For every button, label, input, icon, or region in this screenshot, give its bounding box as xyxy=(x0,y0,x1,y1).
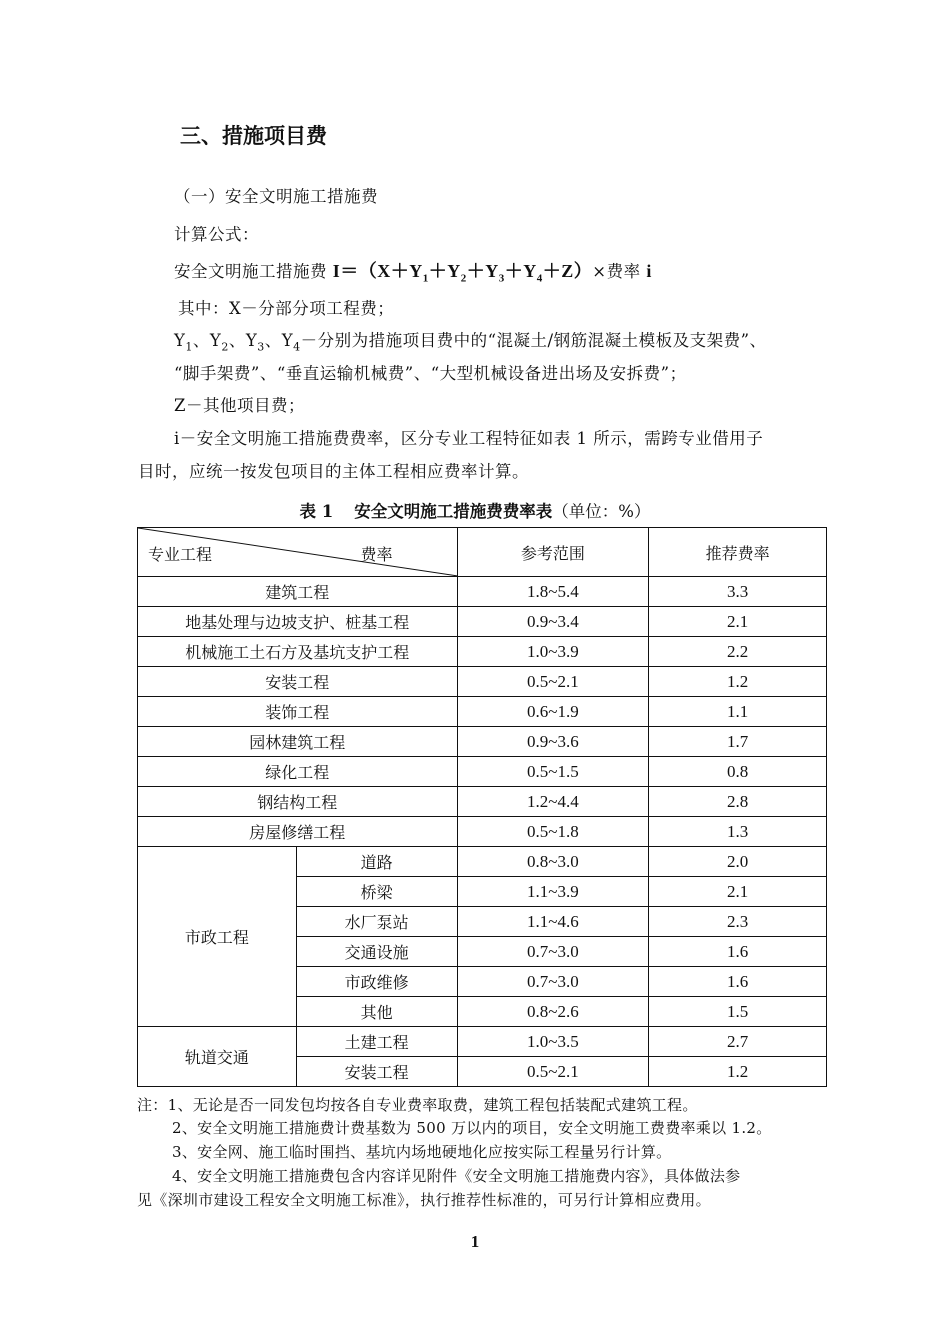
sub-row-name: 交通设施 xyxy=(296,937,457,967)
row-rec: 3.3 xyxy=(649,577,827,607)
row-rec: 2.3 xyxy=(649,907,827,937)
table-row xyxy=(138,847,827,877)
group-name-municipal: 市政工程 xyxy=(138,847,297,1027)
subsection-title: （一）安全文明施工措施费 xyxy=(174,187,378,206)
formula-sub: 4 xyxy=(536,272,543,285)
row-rec: 1.2 xyxy=(649,667,827,697)
formula-expr: ＋Z） xyxy=(542,261,593,281)
row-name: 地基处理与边坡支护、桩基工程 xyxy=(138,607,458,637)
rate-table xyxy=(137,527,827,1087)
table-row xyxy=(138,637,827,667)
row-name: 装饰工程 xyxy=(138,697,458,727)
def-y-sub: 1 xyxy=(185,340,193,354)
section-title: 三、措施项目费 xyxy=(180,124,327,148)
def-y-var: 、Y xyxy=(228,331,258,350)
def-y-sub: 4 xyxy=(293,340,301,354)
row-range: 0.7~3.0 xyxy=(457,967,649,997)
row-rec: 2.8 xyxy=(649,787,827,817)
definition-i-line2: 目时，应统一按发包项目的主体工程相应费率计算。 xyxy=(138,462,529,481)
row-range: 0.9~3.6 xyxy=(457,727,649,757)
row-name: 房屋修缮工程 xyxy=(138,817,458,847)
group-name-rail: 轨道交通 xyxy=(138,1027,297,1087)
sub-row-name: 市政维修 xyxy=(296,967,457,997)
definition-y-line1 xyxy=(174,327,767,353)
header-left-label: 专业工程 xyxy=(148,545,213,564)
formula-expr: I＝（X＋Y xyxy=(332,261,423,281)
definition-x: 其中：X－分部分项工程费； xyxy=(178,299,395,318)
row-name: 安装工程 xyxy=(138,667,458,697)
row-range: 0.5~1.8 xyxy=(457,817,649,847)
def-y-sub: 3 xyxy=(257,340,265,354)
def-y-text: －分别为措施项目费中的“混凝土/钢筋混凝土模板及支架费”、 xyxy=(300,331,767,350)
row-range: 0.9~3.4 xyxy=(457,607,649,637)
row-name: 园林建筑工程 xyxy=(138,727,458,757)
row-range: 1.1~3.9 xyxy=(457,877,649,907)
header-diagonal-cell xyxy=(138,528,458,577)
sub-row-name: 桥梁 xyxy=(296,877,457,907)
definition-y-line2: “脚手架费”、“垂直运输机械费”、“大型机械设备进出场及安拆费”； xyxy=(174,364,687,383)
row-range: 0.6~1.9 xyxy=(457,697,649,727)
row-range: 1.8~5.4 xyxy=(457,577,649,607)
def-y-var: Y xyxy=(174,331,186,350)
row-range: 1.1~4.6 xyxy=(457,907,649,937)
table-row xyxy=(138,1027,827,1057)
table-row xyxy=(138,817,827,847)
sub-row-name: 土建工程 xyxy=(296,1027,457,1057)
row-range: 0.5~2.1 xyxy=(457,667,649,697)
row-range: 0.5~2.1 xyxy=(457,1057,649,1087)
note-2: 2、安全文明施工措施费计费基数为 500 万以内的项目，安全文明施工费费率乘以 1.2。 xyxy=(172,1119,772,1137)
row-rec: 1.6 xyxy=(649,937,827,967)
row-rec: 0.8 xyxy=(649,757,827,787)
header-right-label: 费率 xyxy=(360,545,393,564)
table-row xyxy=(138,697,827,727)
definition-z: Z－其他项目费； xyxy=(174,396,305,415)
note-3: 3、安全网、施工临时围挡、基坑内场地硬地化应按实际工程量另行计算。 xyxy=(172,1143,672,1161)
formula-expr: ＋Y xyxy=(428,261,461,281)
row-rec: 2.1 xyxy=(649,607,827,637)
row-rec: 1.2 xyxy=(649,1057,827,1087)
def-y-var: 、Y xyxy=(264,331,294,350)
formula-prefix: 安全文明施工措施费 xyxy=(174,262,327,281)
table-caption xyxy=(0,498,950,522)
note-4-line2: 见《深圳市建设工程安全文明施工标准》，执行推荐性标准的，可另行计算相应费用。 xyxy=(137,1191,711,1209)
sub-row-name: 其他 xyxy=(296,997,457,1027)
table-row xyxy=(138,757,827,787)
header-rec: 推荐费率 xyxy=(649,528,827,577)
table-caption-title: 安全文明施工措施费费率表 xyxy=(354,502,553,521)
note-1: 注：1、无论是否一同发包均按各自专业费率取费，建筑工程包括装配式建筑工程。 xyxy=(137,1096,698,1114)
formula-label: 计算公式： xyxy=(174,225,259,244)
table-row xyxy=(138,787,827,817)
row-name: 机械施工土石方及基坑支护工程 xyxy=(138,637,458,667)
row-range: 0.5~1.5 xyxy=(457,757,649,787)
formula-times: ×费率 xyxy=(592,262,641,281)
table-row xyxy=(138,727,827,757)
formula-sub: 1 xyxy=(422,272,429,285)
row-rec: 1.5 xyxy=(649,997,827,1027)
row-name: 建筑工程 xyxy=(138,577,458,607)
definition-i-line1: i－安全文明施工措施费费率，区分专业工程特征如表 1 所示，需跨专业借用子 xyxy=(174,429,764,448)
row-rec: 2.0 xyxy=(649,847,827,877)
row-name: 钢结构工程 xyxy=(138,787,458,817)
header-range: 参考范围 xyxy=(457,528,649,577)
formula-expr: ＋Y xyxy=(466,261,499,281)
table-row xyxy=(138,577,827,607)
def-y-sub: 2 xyxy=(221,340,229,354)
row-rec: 2.7 xyxy=(649,1027,827,1057)
row-range: 1.0~3.9 xyxy=(457,637,649,667)
formula-rate-var: i xyxy=(646,261,652,281)
row-rec: 2.1 xyxy=(649,877,827,907)
row-range: 1.2~4.4 xyxy=(457,787,649,817)
row-range: 0.8~2.6 xyxy=(457,997,649,1027)
formula-expr: ＋Y xyxy=(504,261,537,281)
row-range: 1.0~3.5 xyxy=(457,1027,649,1057)
sub-row-name: 道路 xyxy=(296,847,457,877)
table-caption-unit: （单位：%） xyxy=(552,502,651,521)
row-range: 0.8~3.0 xyxy=(457,847,649,877)
page-number: 1 xyxy=(470,1232,480,1251)
table-row xyxy=(138,667,827,697)
table-header-row xyxy=(138,528,827,577)
row-rec: 2.2 xyxy=(649,637,827,667)
row-range: 0.7~3.0 xyxy=(457,937,649,967)
sub-row-name: 安装工程 xyxy=(296,1057,457,1087)
formula-sub: 3 xyxy=(498,272,505,285)
formula-line xyxy=(174,257,652,285)
table-row xyxy=(138,607,827,637)
row-rec: 1.3 xyxy=(649,817,827,847)
formula-sub: 2 xyxy=(460,272,467,285)
def-y-var: 、Y xyxy=(192,331,222,350)
sub-row-name: 水厂泵站 xyxy=(296,907,457,937)
table-caption-number: 表 1 xyxy=(299,502,334,521)
row-rec: 1.6 xyxy=(649,967,827,997)
row-rec: 1.7 xyxy=(649,727,827,757)
row-name: 绿化工程 xyxy=(138,757,458,787)
note-4-line1: 4、安全文明施工措施费包含内容详见附件《安全文明施工措施费内容》，具体做法参 xyxy=(172,1167,741,1185)
row-rec: 1.1 xyxy=(649,697,827,727)
